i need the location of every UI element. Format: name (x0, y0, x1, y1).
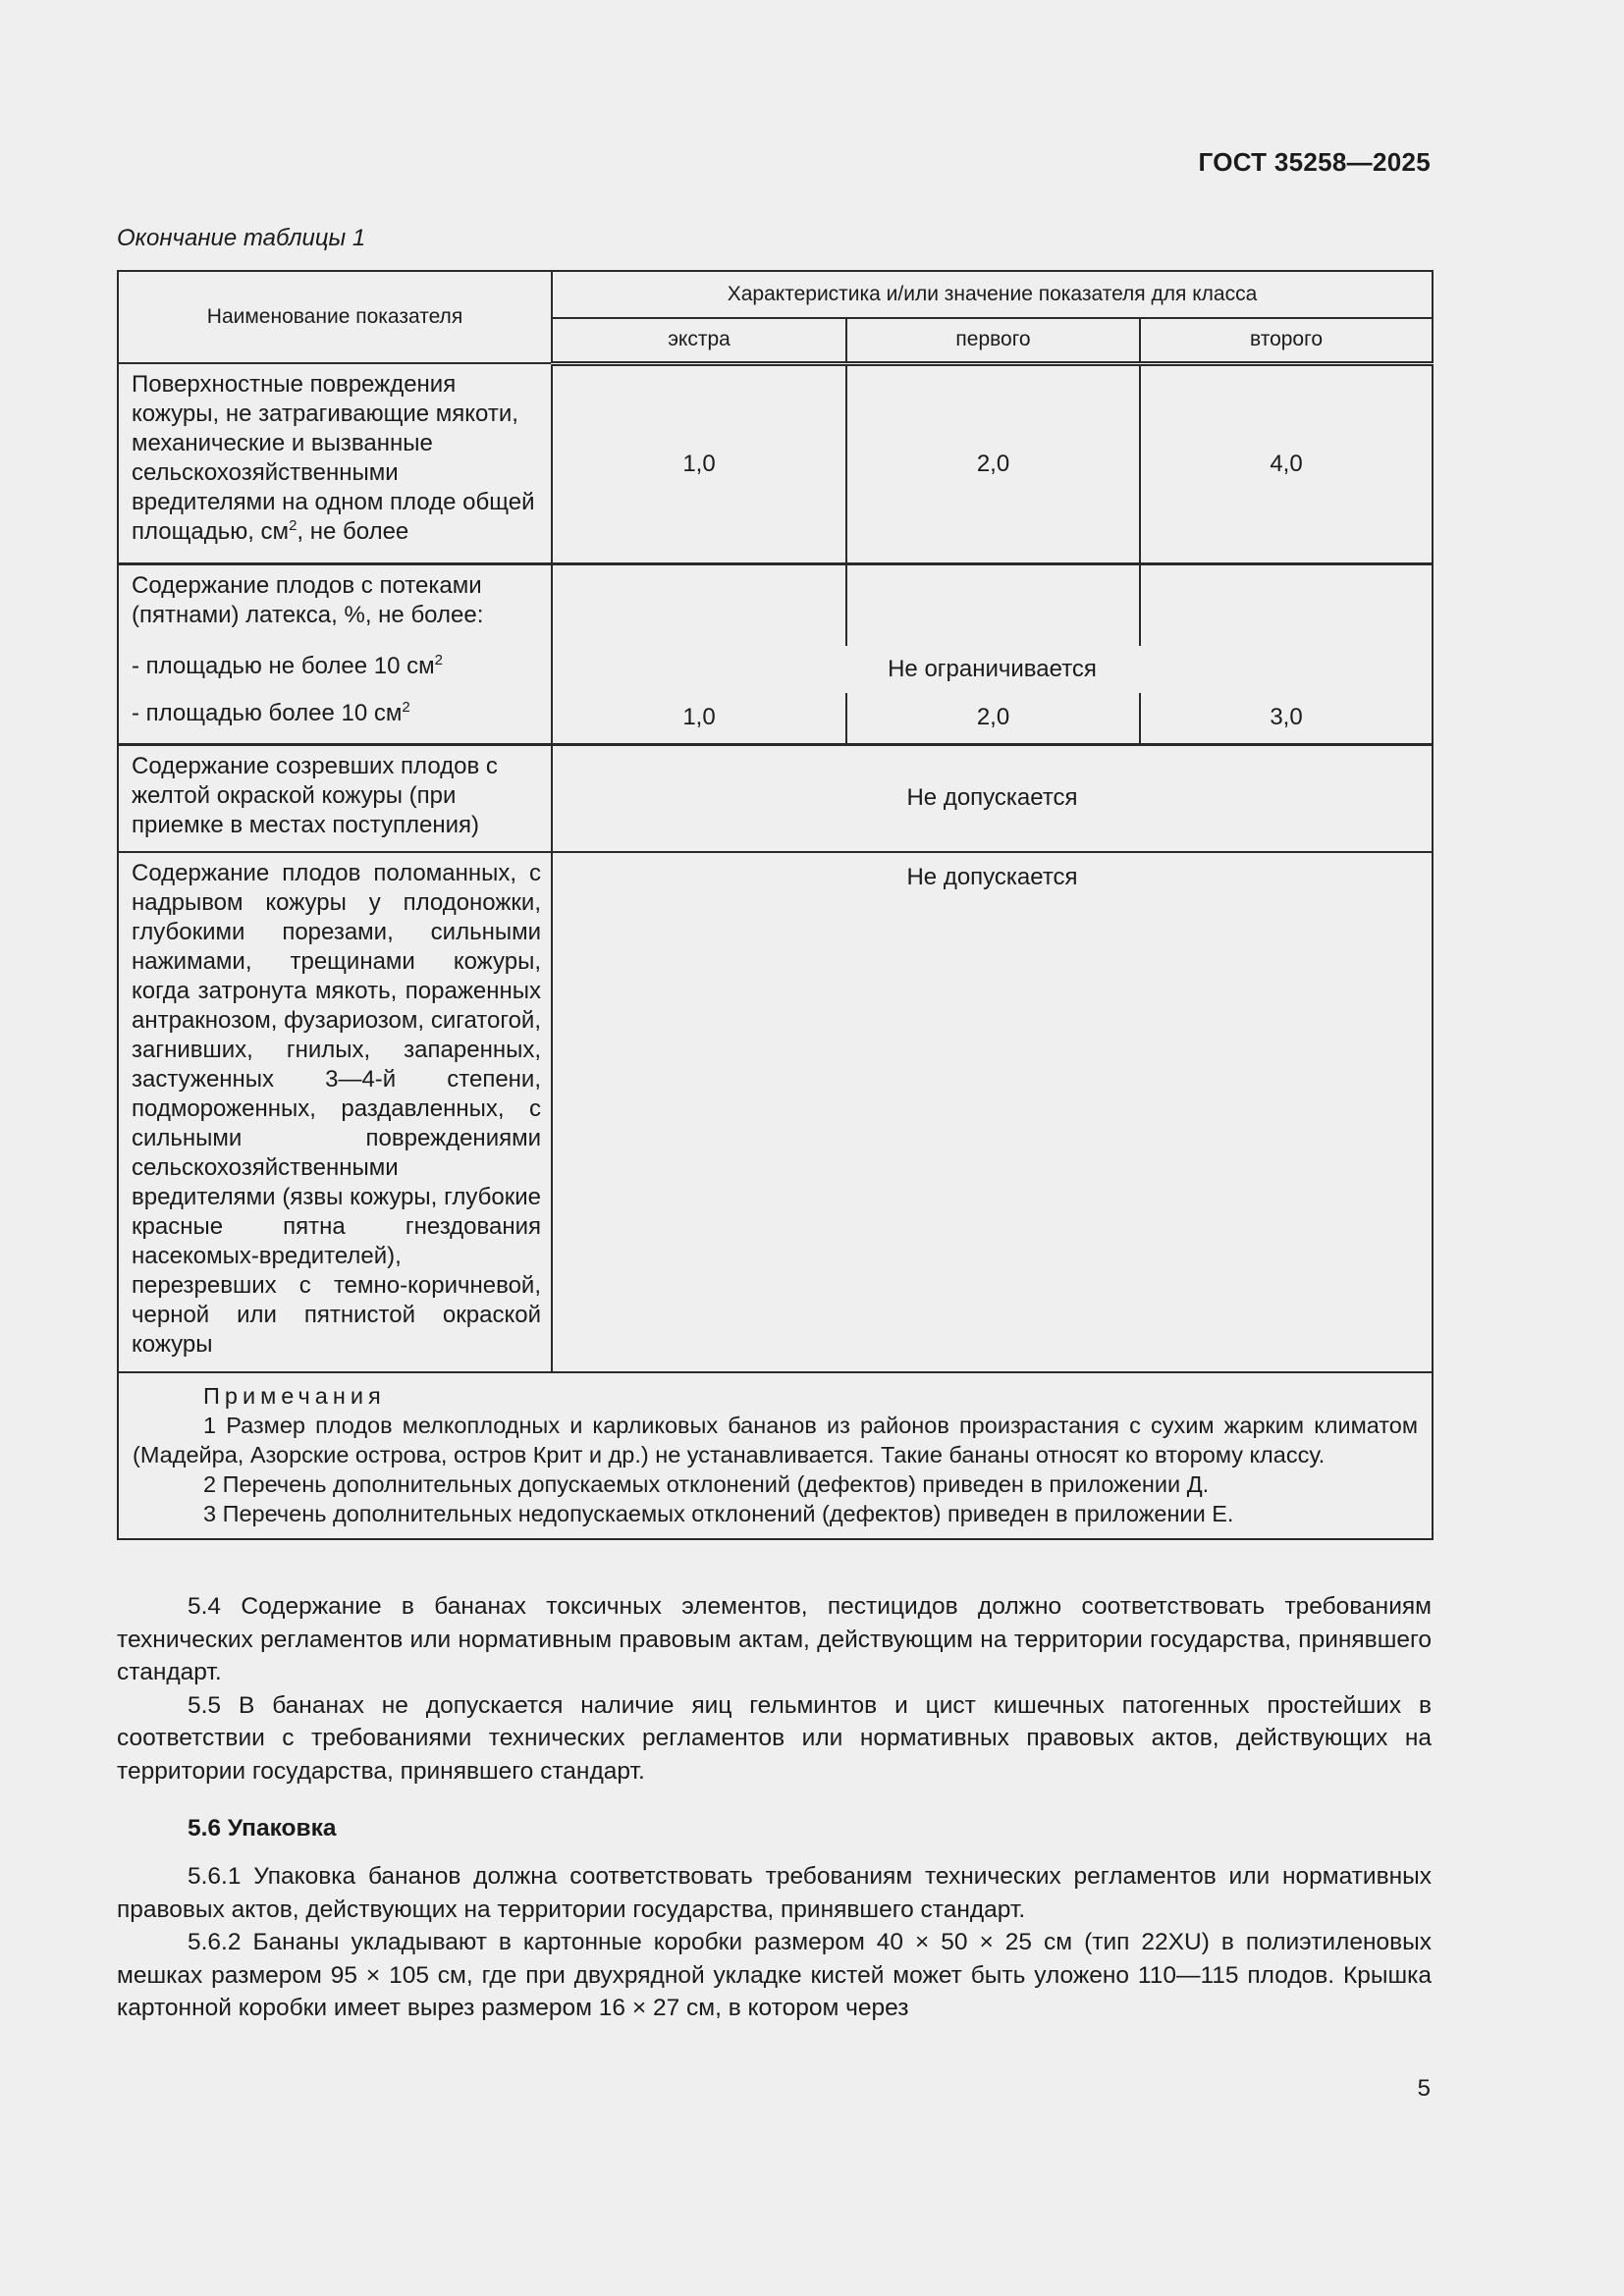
paragraph-5-4: 5.4 Содержание в бананах токсичных элементов, пестицидов должно соответствовать требованиям технических регламентов или нормативным правовым актам, действующим на территории государства, принявшего стандарт. (117, 1593, 1432, 1685)
col-header-name: Наименование показателя (118, 271, 552, 363)
body-text-block (117, 1590, 1432, 1788)
table-row (118, 363, 1433, 563)
table-row (118, 1372, 1433, 1539)
col-header-second: второго (1140, 318, 1433, 363)
value-extra: 1,0 (552, 363, 846, 563)
col-header-extra: экстра (552, 318, 846, 363)
body-text-block (117, 1860, 1432, 2025)
empty-cell (846, 563, 1140, 646)
table-row (118, 563, 1433, 646)
paragraph-5-6-1: 5.6.1 Упаковка бананов должна соответствовать требованиям технических регламентов или нормативных правовых актов, действующих на территории государства, принявшего стандарт. (117, 1863, 1432, 1923)
value-first: 2,0 (846, 363, 1140, 563)
row-name: Содержание плодов с потеками (пятнами) латекса, %, не более: (118, 563, 552, 646)
col-header-group: Характеристика и/или значение показателя для класса (552, 271, 1433, 318)
sub-row-label: - площадью более 10 $см^2$ (118, 693, 552, 744)
value-merged: Не допускается (552, 744, 1433, 852)
notes-title: Примечания (203, 1383, 386, 1409)
table-row (118, 744, 1433, 852)
note-item: 3 Перечень дополнительных недопускаемых отклонений (дефектов) приведен в приложении Е. (203, 1501, 1234, 1526)
row-name: Поверхностные повреждения кожуры, не затрагивающие мякоти, механические и вызванные сельскохозяйственными вредителями на одном плоде общей площадью, $см^2$, не более (118, 363, 552, 563)
table-row (118, 646, 1433, 693)
row-name: Содержание созревших плодов с желтой окраской кожуры (при приемке в местах поступления) (118, 744, 552, 852)
col-header-first: первого (846, 318, 1140, 363)
value-second: 4,0 (1140, 363, 1433, 563)
row-name: Содержание плодов поломанных, с надрывом кожуры у плодоножки, глубокими порезами, сильными нажимами, трещинами кожуры, когда затронута мякоть, пораженных антракнозом, фузариозом, сигатогой, загнивших, гнилых, запаренных, застуженных 3—4-й степени, подмороженных, раздавленных, с сильными повреждениями сельскохозяйственными вредителями (язвы кожуры, глубокие красные пятна гнездования насекомых-вредителей), перезревших с темно-коричневой, черной или пятнистой окраской кожуры (118, 852, 552, 1372)
page-number: 5 (1417, 2075, 1431, 2102)
section-heading-5-6: 5.6 Упаковка (188, 1815, 337, 1842)
body-text-block (117, 1812, 1432, 1845)
table-row (118, 693, 1433, 744)
requirements-table (117, 270, 1434, 1540)
note-item: 1 Размер плодов мелкоплодных и карликовых бананов из районов произрастания с сухим жарким климатом (Мадейра, Азорские острова, остров Крит и др.) не устанавливается. Такие бананы относят ко второму классу. (133, 1413, 1419, 1468)
value-first: 2,0 (846, 693, 1140, 744)
value-merged: Не допускается (552, 852, 1433, 1372)
paragraph-5-6-2: 5.6.2 Бананы укладывают в картонные коробки размером 40 × 50 × 25 см (тип 22XU) в полиэтиленовых мешках размером 95 × 105 см, где при двухрядной укладке кистей может быть уложено 110—115 плодов. Крышка картонной коробки имеет вырез размером 16 × 27 см, в котором через (117, 1929, 1432, 2021)
table-caption: Окончание таблицы 1 (117, 225, 366, 251)
document-code: ГОСТ 35258—2025 (1198, 147, 1431, 177)
empty-cell (1140, 563, 1433, 646)
paragraph-5-5: 5.5 В бананах не допускается наличие яиц гельминтов и цист кишечных патогенных простейших в соответствии с требованиями технических регламентов или нормативных правовых актов, действующих на территории государства, принявшего стандарт. (117, 1691, 1432, 1785)
value-extra: 1,0 (552, 693, 846, 744)
value-second: 3,0 (1140, 693, 1433, 744)
sub-row-label: - площадью не более 10 $см^2$ (118, 646, 552, 693)
empty-cell (552, 563, 846, 646)
table-row (118, 852, 1433, 1372)
note-item: 2 Перечень дополнительных допускаемых отклонений (дефектов) приведен в приложении Д. (203, 1471, 1210, 1497)
table-notes (118, 1372, 1433, 1539)
value-merged: Не ограничивается (552, 646, 1433, 693)
